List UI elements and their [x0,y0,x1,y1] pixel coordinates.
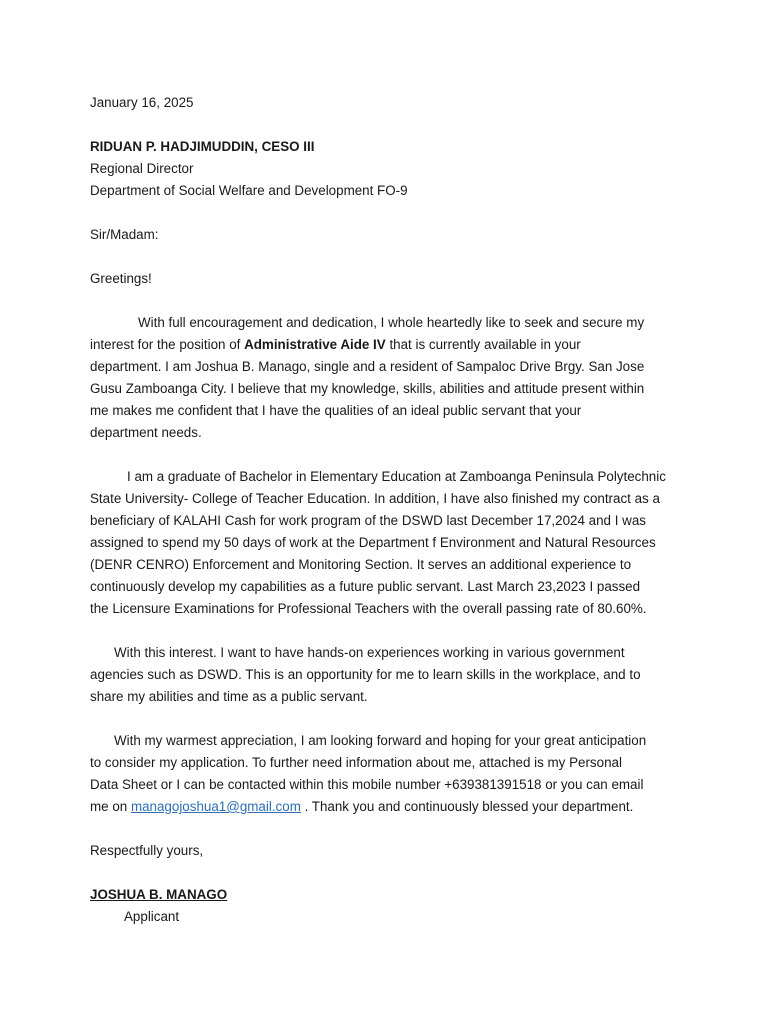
paragraph-line: agencies such as DSWD. This is an opportunity for me to learn skills in the workplace, and to [90,667,641,682]
paragraph-contact [90,730,690,818]
paragraph-line: With full encouragement and dedication, I whole heartedly like to seek and secure my [138,315,645,330]
recipient-title: Regional Director [90,161,194,176]
spacer [90,620,690,642]
spacer [90,202,690,224]
paragraph-line: assigned to spend my 50 days of work at the Department f Environment and Natural Resources [90,535,656,550]
spacer [90,290,690,312]
paragraph-line: Gusu Zamboanga City. I believe that my knowledge, skills, abilities and attitude present within [90,381,645,396]
paragraph-line: I am a graduate of Bachelor in Elementary Education at Zamboanga Peninsula Polytechnic [127,469,666,484]
spacer [90,444,690,466]
salutation: Sir/Madam: [90,227,159,242]
paragraph-line: beneficiary of KALAHI Cash for work program of the DSWD last December 17,2024 and I was [90,513,646,528]
spacer [90,862,690,884]
position-title: Administrative Aide IV [244,337,386,352]
paragraph-interest [90,312,690,444]
paragraph-education [90,466,690,620]
closing: Respectfully yours, [90,843,204,858]
letter-date: January 16, 2025 [90,95,194,110]
spacer [90,708,690,730]
signature-name: JOSHUA B. MANAGO [90,887,228,902]
text-run: that is currently available in your [385,337,581,352]
paragraph-line: continuously develop my capabilities as a future public servant. Last March 23,2023 I passed [90,579,641,594]
paragraph-line: With my warmest appreciation, I am looking forward and hoping for your great anticipation [114,733,647,748]
paragraph-line [90,796,690,818]
paragraph-line [90,334,690,356]
spacer [90,246,690,268]
paragraph-line: share my abilities and time as a public servant. [90,689,368,704]
paragraph-line: (DENR CENRO) Enforcement and Monitoring Section. It serves an additional experience to [90,557,632,572]
paragraph-line: department. I am Joshua B. Manago, single and a resident of Sampaloc Drive Brgy. San Jose [90,359,645,374]
recipient-name: RIDUAN P. HADJIMUDDIN, CESO III [90,139,315,154]
paragraph-line: State University- College of Teacher Education. In addition, I have also finished my contract as a [90,491,660,506]
greeting: Greetings! [90,271,152,286]
text-run: interest for the position of [90,337,245,352]
paragraph-line: to consider my application. To further need information about me, attached is my Personal [90,755,622,770]
paragraph-line: the Licensure Examinations for Professional Teachers with the overall passing rate of 80.60%. [90,601,647,616]
text-run: . Thank you and continuously blessed your department. [300,799,634,814]
paragraph-line: Data Sheet or I can be contacted within this mobile number +639381391518 or you can email [90,777,644,792]
text-run: me on [90,799,131,814]
paragraph-line: department needs. [90,425,202,440]
letter-body [90,92,690,928]
spacer [90,818,690,840]
spacer [90,114,690,136]
paragraph-experience [90,642,690,708]
recipient-department: Department of Social Welfare and Development FO-9 [90,183,408,198]
paragraph-line: With this interest. I want to have hands-on experiences working in various government [114,645,625,660]
signature-role: Applicant [124,909,180,924]
paragraph-line: me makes me confident that I have the qualities of an ideal public servant that your [90,403,582,418]
email-link[interactable]: managojoshua1@gmail.com [130,799,301,814]
